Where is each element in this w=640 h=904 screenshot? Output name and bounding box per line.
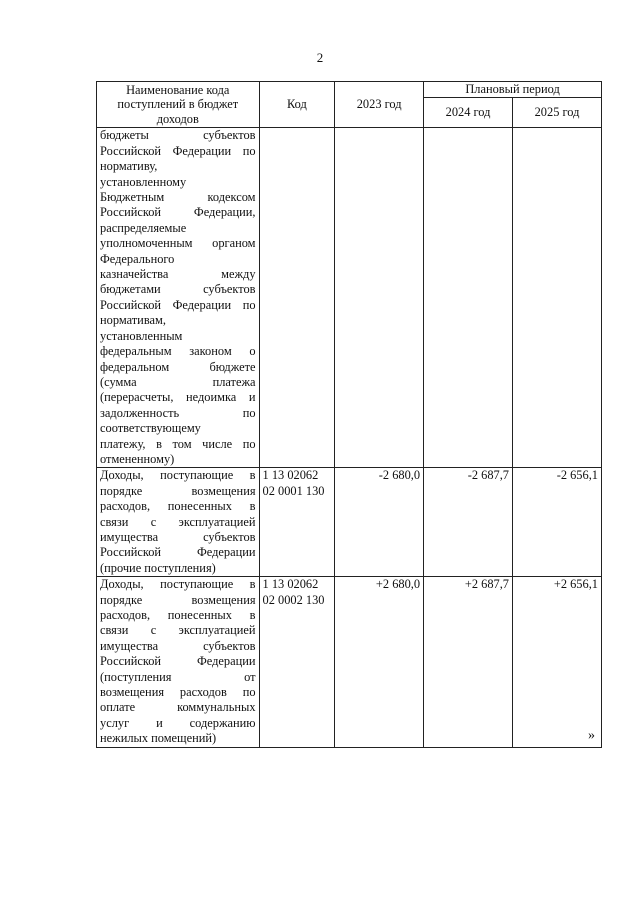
income-name-word: субъектов bbox=[203, 282, 256, 297]
income-name-word: поступающие bbox=[160, 468, 234, 483]
income-name-word: коммунальных bbox=[177, 700, 256, 715]
header-2024: 2024 год bbox=[424, 98, 513, 128]
income-name-line: установленным bbox=[100, 328, 183, 343]
amount-2025-cell: +2 656,1 bbox=[513, 577, 602, 747]
amount-2023-cell bbox=[335, 128, 424, 468]
income-name-word: Федерации bbox=[172, 143, 232, 158]
income-name-word: в bbox=[249, 499, 256, 514]
income-name-word: Российской bbox=[100, 545, 162, 560]
income-name-word: о bbox=[249, 344, 256, 359]
table-body bbox=[97, 128, 602, 747]
income-name-word: бюджете bbox=[209, 359, 256, 374]
income-name-word: Бюджетным bbox=[100, 190, 165, 205]
income-name-line bbox=[100, 515, 256, 530]
income-name-word: Российской bbox=[100, 297, 162, 312]
income-name-word: Российской bbox=[100, 205, 162, 220]
income-name-line bbox=[100, 437, 256, 452]
header-name: Наименование кода поступлений в бюджет доходов bbox=[97, 82, 260, 128]
income-name-word: услуг bbox=[100, 715, 130, 730]
income-name-word: (поступления bbox=[100, 669, 172, 684]
income-name-word: в bbox=[249, 608, 256, 622]
income-name-word: Российской bbox=[100, 143, 162, 158]
income-name-line: соответствующему bbox=[100, 421, 201, 436]
income-name-word: в bbox=[249, 577, 256, 592]
closing-quote: » bbox=[588, 728, 595, 743]
income-name-line: (прочие поступления) bbox=[100, 560, 216, 575]
income-name-word: между bbox=[221, 267, 256, 282]
income-name-word: расходов bbox=[179, 685, 227, 700]
income-name-line: распределяемые bbox=[100, 220, 187, 235]
income-name-line: нежилых помещений) bbox=[100, 731, 217, 746]
income-name-word: расходов, bbox=[100, 608, 151, 622]
income-name-word: федеральным bbox=[100, 344, 172, 359]
income-name-line bbox=[100, 128, 256, 143]
amount-2024-cell: -2 687,7 bbox=[424, 468, 513, 577]
income-name-word: субъектов bbox=[203, 529, 256, 544]
income-name-line bbox=[100, 700, 256, 715]
income-name-word: возмещения bbox=[191, 483, 256, 498]
income-name-line bbox=[100, 577, 256, 592]
income-name-word: органом bbox=[212, 236, 256, 251]
amount-2024-cell bbox=[424, 128, 513, 468]
income-name-word: кодексом bbox=[207, 190, 256, 205]
income-name-word: порядке bbox=[100, 483, 143, 498]
income-name-line bbox=[100, 390, 256, 405]
table-row bbox=[97, 468, 602, 577]
income-name-line bbox=[100, 360, 256, 375]
income-name-line bbox=[100, 670, 256, 685]
income-name-word: субъектов bbox=[203, 128, 256, 143]
income-name-word: по bbox=[242, 297, 256, 312]
income-name-word: в bbox=[156, 436, 162, 451]
income-name-line: установленному bbox=[100, 174, 187, 189]
income-name-line bbox=[100, 406, 256, 421]
income-name-word: связи bbox=[100, 623, 129, 638]
income-name-line bbox=[100, 593, 256, 608]
header-2025: 2025 год bbox=[513, 98, 602, 128]
income-name-cell bbox=[97, 577, 260, 747]
income-name-line bbox=[100, 144, 256, 159]
income-name-word: в bbox=[249, 468, 256, 483]
income-name-line bbox=[100, 639, 256, 654]
page-number: 2 bbox=[316, 50, 324, 65]
income-name-line bbox=[100, 298, 256, 313]
income-name-word: Доходы, bbox=[100, 577, 144, 592]
budget-table bbox=[96, 81, 602, 748]
income-name-word: и bbox=[156, 715, 163, 730]
header-2023: 2023 год bbox=[335, 82, 424, 128]
income-name-word: поступающие bbox=[160, 577, 234, 592]
header-planned-period: Плановый период bbox=[424, 82, 602, 98]
income-name-word: эксплуатацией bbox=[178, 514, 256, 529]
income-name-word: порядке bbox=[100, 592, 143, 607]
income-name-word: Федерации bbox=[197, 654, 256, 669]
amount-2025-cell bbox=[513, 128, 602, 468]
income-name-line bbox=[100, 623, 256, 638]
income-name-word: оплате bbox=[100, 700, 136, 715]
income-name-word: по bbox=[242, 143, 256, 158]
income-name-word: возмещения bbox=[191, 592, 256, 607]
income-name-word: возмещения bbox=[100, 685, 165, 700]
income-name-line bbox=[100, 344, 256, 359]
income-name-line bbox=[100, 654, 256, 669]
income-name-word: эксплуатацией bbox=[178, 623, 256, 638]
income-name-word: федеральном bbox=[100, 359, 170, 374]
income-name-cell bbox=[97, 468, 260, 577]
income-name-word: уполномоченным bbox=[100, 236, 193, 251]
income-name-word: (сумма bbox=[100, 374, 137, 389]
income-name-word: Доходы, bbox=[100, 468, 144, 483]
income-name-line bbox=[100, 685, 256, 700]
income-name-line: Федерального bbox=[100, 251, 175, 266]
income-name-word: казначейства bbox=[100, 267, 169, 282]
income-name-word: Федерации, bbox=[193, 205, 256, 220]
income-name-word: и bbox=[248, 390, 256, 405]
income-code-cell: 1 13 02062 02 0001 130 bbox=[259, 468, 335, 577]
income-name-line bbox=[100, 716, 256, 731]
income-name-word: по bbox=[242, 405, 256, 420]
income-name-line bbox=[100, 375, 256, 390]
income-name-word: с bbox=[150, 623, 157, 638]
income-name-word: платежа bbox=[212, 374, 256, 389]
income-name-word: связи bbox=[100, 514, 129, 529]
income-name-word: понесенных bbox=[167, 499, 232, 514]
income-name-word: задолженность bbox=[100, 405, 180, 420]
income-name-line: нормативам, bbox=[100, 313, 166, 328]
income-name-word: субъектов bbox=[203, 638, 256, 653]
amount-2025-cell: -2 656,1 bbox=[513, 468, 602, 577]
income-name-word: по bbox=[242, 685, 256, 700]
income-name-word: Федерации bbox=[197, 545, 256, 560]
amount-2023-cell: -2 680,0 bbox=[335, 468, 424, 577]
header-code: Код bbox=[259, 82, 335, 128]
income-name-word: имущества bbox=[100, 529, 159, 544]
income-name-line bbox=[100, 499, 256, 514]
income-name-word: Федерации bbox=[172, 297, 232, 312]
income-name-word: законом bbox=[189, 344, 232, 359]
income-name-word: по bbox=[242, 436, 256, 451]
income-name-line bbox=[100, 468, 256, 483]
income-name-word: имущества bbox=[100, 638, 159, 653]
income-name-word: недоимка bbox=[186, 390, 237, 405]
amount-2023-cell: +2 680,0 bbox=[335, 577, 424, 747]
income-name-line bbox=[100, 190, 256, 205]
income-name-line bbox=[100, 267, 256, 282]
table-row bbox=[97, 577, 602, 747]
income-name-word: (перерасчеты, bbox=[100, 390, 174, 405]
income-name-word: понесенных bbox=[167, 608, 232, 622]
income-name-line bbox=[100, 236, 256, 251]
income-name-word: от bbox=[244, 669, 256, 684]
income-name-line bbox=[100, 282, 256, 297]
income-name-line bbox=[100, 608, 256, 623]
income-name-word: том bbox=[172, 436, 192, 451]
income-name-word: бюджетами bbox=[100, 282, 161, 297]
income-name-word: Российской bbox=[100, 654, 162, 669]
income-name-word: содержанию bbox=[189, 715, 256, 730]
amount-2024-cell: +2 687,7 bbox=[424, 577, 513, 747]
table-row bbox=[97, 128, 602, 468]
income-name-line: отмененному) bbox=[100, 451, 175, 466]
income-name-line bbox=[100, 545, 256, 560]
income-name-line bbox=[100, 205, 256, 220]
income-code-cell bbox=[259, 128, 335, 468]
income-name-line bbox=[100, 484, 256, 499]
income-name-word: бюджеты bbox=[100, 128, 149, 143]
income-name-word: расходов, bbox=[100, 499, 151, 514]
income-name-line: нормативу, bbox=[100, 159, 158, 174]
income-name-word: числе bbox=[202, 436, 233, 451]
income-code-cell: 1 13 02062 02 0002 130 bbox=[259, 577, 335, 747]
income-name-word: с bbox=[150, 514, 157, 529]
income-name-word: платежу, bbox=[100, 436, 146, 451]
income-name-line bbox=[100, 530, 256, 545]
income-name-cell bbox=[97, 128, 260, 468]
